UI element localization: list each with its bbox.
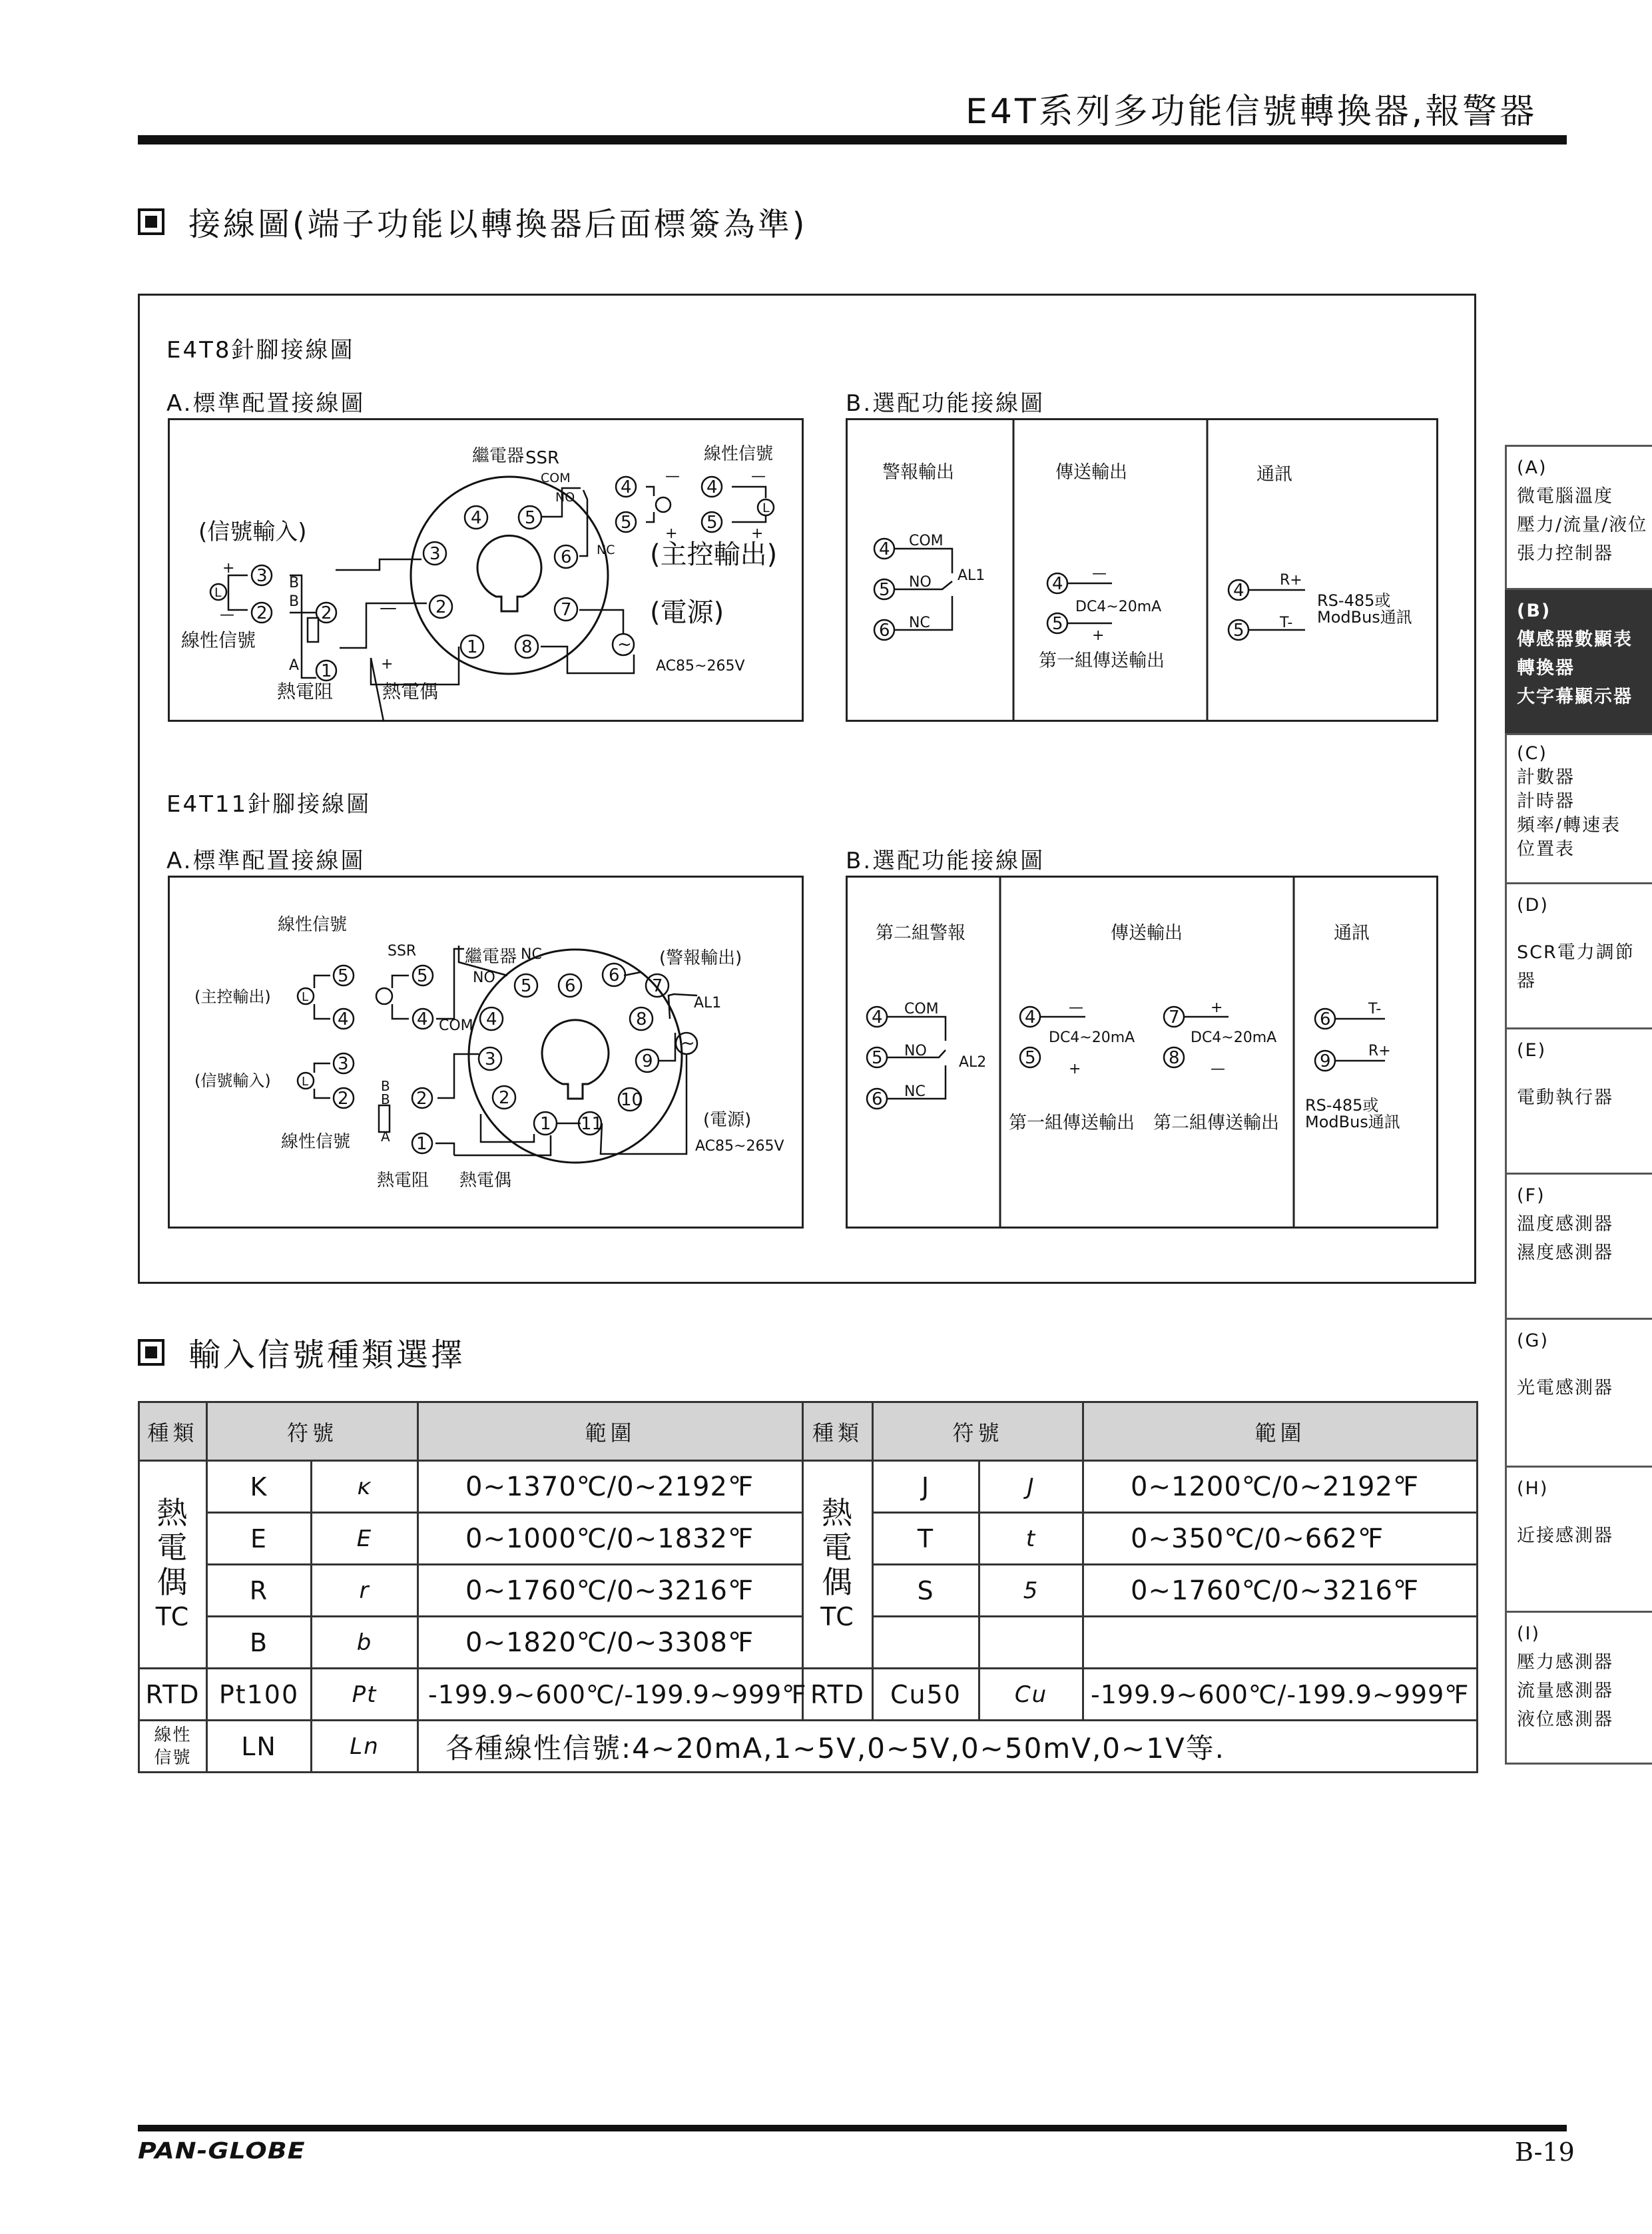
svg-text:+: + [1069,1061,1081,1077]
svg-text:DC4~20mA: DC4~20mA [1191,1029,1277,1046]
e4t8-b-title: B.選配功能接線圖 [846,390,1045,417]
tab-line: 溫度感測器 [1517,1214,1613,1235]
svg-text:7: 7 [652,976,663,996]
svg-text:1: 1 [321,661,332,681]
svg-text:4: 4 [706,477,718,497]
tab-line: 液位感測器 [1517,1709,1613,1730]
type-code: LN [207,1721,312,1773]
sidebar-tab-i[interactable] [1505,1613,1652,1765]
svg-text:COM: COM [541,471,571,485]
tc-group-label [803,1461,873,1669]
svg-text:4: 4 [417,1009,428,1029]
type-code [873,1617,979,1669]
svg-text:+: + [751,525,764,542]
display-symbol: J [979,1461,1083,1513]
svg-text:6: 6 [561,547,572,567]
svg-text:B: B [289,593,300,610]
type-code: S [873,1565,979,1617]
svg-text:L: L [762,501,770,515]
tab-line: 光電感測器 [1517,1378,1613,1398]
svg-text:4: 4 [872,1007,883,1027]
svg-text:NC: NC [597,543,615,557]
tab-line: 大字幕顯示器 [1517,687,1633,707]
linear-label-line: 線性 [154,1725,192,1745]
svg-text:COM: COM [904,1001,939,1017]
e4t8-a-title: A.標準配置接線圖 [166,390,366,417]
svg-text:+: + [222,560,235,577]
svg-text:6: 6 [879,621,890,641]
svg-text:傳送輸出: 傳送輸出 [1055,462,1127,483]
tab-line: 電動執行器 [1517,1087,1613,1108]
svg-text:2: 2 [338,1089,349,1109]
tab-line: 計時器 [1517,791,1575,812]
tab-code: (G) [1517,1330,1549,1351]
tc-char: 熱 [822,1494,854,1531]
svg-text:6: 6 [565,976,576,996]
range-value: 0~1000℃/0~1832℉ [418,1513,803,1565]
svg-text:L: L [302,1075,309,1089]
display-symbol: Cu [979,1669,1083,1721]
svg-text:9: 9 [1320,1051,1331,1071]
svg-text:8: 8 [1169,1048,1180,1068]
svg-text:通訊: 通訊 [1256,464,1292,485]
svg-text:熱電阻: 熱電阻 [277,681,334,702]
svg-text:ModBus通訊: ModBus通訊 [1317,608,1412,627]
tab-line: 位置表 [1517,839,1575,860]
display-symbol: Ln [312,1721,418,1773]
tab-code: (C) [1517,743,1547,764]
tab-code: (A) [1517,457,1547,478]
tab-code: (E) [1517,1040,1547,1061]
svg-text:第二組警報: 第二組警報 [876,923,965,944]
e4t11-title: E4T11針腳接線圖 [166,791,372,818]
table-row-linear [139,1721,1478,1773]
tab-line: 計數器 [1517,767,1575,788]
svg-text:線性信號: 線性信號 [278,915,348,935]
header-range: 範圍 [1083,1402,1478,1461]
svg-text:(電源): (電源) [703,1110,752,1130]
tab-line: 流量感測器 [1517,1681,1613,1701]
svg-text:—: — [751,468,766,485]
range-value: 0~1370℃/0~2192℉ [418,1461,803,1513]
socket-key [477,535,541,611]
svg-text:(主控輸出): (主控輸出) [194,987,271,1006]
input-section-heading [138,1329,465,1375]
wiring-section-heading [138,198,807,244]
display-symbol: E [312,1513,418,1565]
linear-label-line: 信號 [154,1747,192,1768]
svg-text:9: 9 [642,1051,653,1071]
svg-text:NC: NC [904,1083,926,1100]
svg-text:+: + [381,656,394,673]
type-code: E [207,1513,312,1565]
svg-text:(主控輸出): (主控輸出) [650,539,778,570]
e4t8-diagram-b [846,418,1438,722]
table-row [139,1461,1478,1513]
svg-text:通訊: 通訊 [1334,923,1370,944]
type-code: Pt100 [207,1669,312,1721]
tc-char: 偶 [156,1563,189,1600]
svg-text:5: 5 [879,580,890,600]
svg-text:1: 1 [416,1134,427,1154]
tc-char: 電 [822,1529,854,1565]
svg-text:—: — [1211,1061,1225,1077]
svg-text:5: 5 [1052,614,1063,634]
tc-char: 偶 [822,1563,854,1600]
sidebar-tab-c[interactable] [1505,735,1652,884]
svg-text:5: 5 [872,1048,883,1068]
svg-text:+: + [1211,999,1223,1016]
svg-text:繼電器: 繼電器 [472,446,525,466]
e4t11-b-title: B.選配功能接線圖 [846,848,1045,874]
svg-text:6: 6 [609,966,620,985]
range-value [1083,1617,1478,1669]
svg-text:3: 3 [338,1054,349,1074]
svg-text:2: 2 [435,597,447,617]
tc-char: TC [155,1601,190,1631]
table-header-row [139,1402,1478,1461]
svg-text:+: + [665,525,678,542]
svg-text:第一組傳送輸出: 第一組傳送輸出 [1009,1113,1135,1133]
svg-text:L: L [214,585,222,600]
svg-text:線性信號: 線性信號 [704,444,774,464]
svg-text:5: 5 [338,966,349,986]
e4t11-a-title: A.標準配置接線圖 [166,848,366,874]
svg-text:(警報輸出): (警報輸出) [659,948,742,968]
svg-text:2: 2 [256,603,268,623]
svg-text:線性信號: 線性信號 [181,629,256,651]
svg-text:4: 4 [1052,574,1063,594]
sidebar-tab-f[interactable] [1505,1175,1652,1320]
svg-text:1: 1 [540,1114,551,1134]
header-type: 種類 [139,1402,207,1461]
rtd-label: RTD [803,1669,873,1721]
linear-label [139,1721,207,1773]
footer-rule [138,2125,1567,2131]
tab-line: 頻率/轉速表 [1517,815,1621,836]
svg-text:B: B [289,575,300,591]
range-value: 0~1820℃/0~3308℉ [418,1617,803,1669]
range-value: 0~350℃/0~662℉ [1083,1513,1478,1565]
svg-text:AC85~265V: AC85~265V [695,1138,784,1155]
svg-text:熱電偶: 熱電偶 [382,681,439,702]
svg-text:R+: R+ [1280,572,1302,589]
svg-text:NO: NO [473,970,495,986]
svg-text:SSR: SSR [525,448,560,468]
input-signal-table [138,1401,1478,1773]
svg-text:2: 2 [499,1088,510,1108]
svg-text:8: 8 [521,637,533,657]
type-code: T [873,1513,979,1565]
svg-text:COM: COM [439,1017,473,1034]
tc-char: TC [820,1601,855,1631]
svg-text:2: 2 [416,1089,427,1109]
svg-text:RS-485或: RS-485或 [1317,591,1391,610]
svg-text:—: — [665,468,680,485]
rtd-label: RTD [139,1669,207,1721]
header-type: 種類 [803,1402,873,1461]
svg-text:第一組傳送輸出: 第一組傳送輸出 [1039,651,1165,671]
svg-text:繼電器: 繼電器 [465,947,517,967]
display-symbol: r [312,1565,418,1617]
svg-text:AL1: AL1 [958,567,985,584]
svg-text:(電源): (電源) [650,597,724,628]
tab-line: 壓力感測器 [1517,1652,1613,1673]
svg-text:T-: T- [1280,615,1293,631]
table-row-rtd [139,1669,1478,1721]
svg-text:傳送輸出: 傳送輸出 [1111,923,1183,944]
svg-text:5: 5 [621,513,632,533]
svg-text:6: 6 [1320,1009,1331,1029]
svg-text:警報輸出: 警報輸出 [882,462,954,483]
svg-text:熱電偶: 熱電偶 [459,1171,512,1191]
svg-text:3: 3 [256,566,268,586]
svg-text:NC: NC [909,615,930,631]
svg-text:~: ~ [617,635,632,655]
sidebar-tab-e[interactable] [1505,1029,1652,1175]
square-bullet-icon [138,208,164,235]
sidebar-tab-h[interactable] [1505,1468,1652,1613]
tab-line: 壓力/流量/液位 [1517,515,1648,535]
svg-text:L: L [302,990,309,1004]
range-value: 0~1200℃/0~2192℉ [1083,1461,1478,1513]
svg-text:AL2: AL2 [959,1054,987,1071]
display-symbol: b [312,1617,418,1669]
tab-line: 微電腦溫度 [1517,486,1613,507]
svg-text:—: — [1069,999,1083,1016]
svg-text:DC4~20mA: DC4~20mA [1075,599,1162,615]
svg-text:+: + [1092,627,1105,644]
tab-line: 近接感測器 [1517,1526,1613,1546]
svg-text:COM: COM [909,533,944,549]
svg-text:(信號輸入): (信號輸入) [194,1071,271,1090]
tab-line: 濕度感測器 [1517,1243,1613,1263]
tab-line: 傳感器數顯表 [1517,629,1633,650]
svg-text:第二組傳送輸出: 第二組傳送輸出 [1153,1113,1279,1133]
header-symbol: 符號 [873,1402,1083,1461]
range-value: 0~1760℃/0~3216℉ [418,1565,803,1617]
display-symbol: t [979,1513,1083,1565]
socket-outline [411,477,608,674]
svg-text:4: 4 [1025,1007,1036,1027]
svg-text:A: A [289,657,300,674]
range-value: -199.9~600℃/-199.9~999℉ [418,1669,803,1721]
svg-text:10: 10 [621,1090,643,1110]
svg-text:T-: T- [1368,1001,1382,1017]
svg-text:熱電阻: 熱電阻 [377,1171,429,1191]
svg-text:5: 5 [1025,1048,1036,1068]
square-bullet-icon [138,1339,164,1366]
svg-text:NO: NO [909,574,932,591]
header-range: 範圍 [418,1402,803,1461]
e4t8-title: E4T8針腳接線圖 [166,337,355,364]
svg-text:4: 4 [471,508,482,528]
type-code: K [207,1461,312,1513]
tc-char: 電 [156,1529,189,1565]
svg-text:7: 7 [561,600,572,620]
type-code: B [207,1617,312,1669]
svg-text:R+: R+ [1368,1043,1391,1059]
svg-text:7: 7 [1169,1007,1180,1027]
e4t11-diagram-b [846,876,1438,1229]
svg-text:3: 3 [485,1049,496,1069]
svg-text:4: 4 [621,477,632,497]
svg-text:B: B [381,1091,390,1107]
linear-range: 各種線性信號:4~20mA,1~5V,0~5V,0~50mV,0~1V等. [418,1721,1478,1773]
svg-text:2: 2 [321,603,332,623]
sidebar-tab-g[interactable] [1505,1320,1652,1468]
type-code: J [873,1461,979,1513]
svg-text:5: 5 [1233,621,1244,641]
svg-text:3: 3 [429,544,441,564]
svg-text:4: 4 [1233,581,1244,601]
svg-text:A: A [381,1129,390,1145]
svg-text:ModBus通訊: ModBus通訊 [1305,1113,1400,1131]
tc-group-label [139,1461,207,1669]
svg-text:4: 4 [879,539,890,559]
input-heading-text: 輸入信號種類選擇 [188,1336,466,1374]
range-value: -199.9~600℃/-199.9~999℉ [1083,1669,1478,1721]
svg-text:5: 5 [521,976,532,996]
header-symbol: 符號 [207,1402,418,1461]
header-rule [138,135,1567,144]
wiring-heading-text: 接線圖(端子功能以轉換器后面標簽為準) [188,206,808,243]
e4t8-diagram-a [168,418,804,722]
svg-text:B: B [381,1078,390,1094]
tab-code: (B) [1517,601,1551,621]
brand-logo: PAN-GLOBE [138,2137,306,2164]
svg-text:5: 5 [706,513,718,533]
type-code: R [207,1565,312,1617]
svg-text:—: — [1092,565,1107,582]
tab-code: (H) [1517,1478,1549,1499]
sidebar-tab-a[interactable] [1505,445,1652,590]
svg-text:AC85~265V: AC85~265V [656,658,745,675]
svg-text:—: — [220,607,234,623]
svg-text:NO: NO [904,1043,927,1059]
svg-text:4: 4 [338,1009,349,1029]
svg-text:RS-485或: RS-485或 [1305,1096,1379,1115]
svg-text:線性信號: 線性信號 [281,1132,351,1152]
svg-text:5: 5 [417,966,428,986]
svg-text:(信號輸入): (信號輸入) [198,519,307,545]
range-value: 0~1760℃/0~3216℉ [1083,1565,1478,1617]
svg-text:1: 1 [467,637,478,657]
display-symbol [979,1617,1083,1669]
tab-line: 轉換器 [1517,658,1575,679]
page-number: B-19 [1515,2137,1575,2167]
svg-text:~: ~ [681,1033,695,1053]
tab-code: (I) [1517,1623,1541,1644]
svg-text:4: 4 [486,1009,497,1029]
tab-line: 張力控制器 [1517,543,1613,564]
svg-text:AL1: AL1 [694,995,722,1011]
sidebar-tab-d[interactable] [1505,884,1652,1029]
tab-line: SCR電力調節器 [1517,942,1635,991]
tc-char: 熱 [156,1494,189,1531]
svg-text:DC4~20mA: DC4~20mA [1049,1029,1135,1046]
display-symbol: Pt [312,1669,418,1721]
svg-text:11: 11 [581,1114,603,1134]
e4t11-diagram-a [168,876,804,1229]
tab-code: (D) [1517,895,1549,916]
svg-text:—: — [380,598,397,618]
tab-code: (F) [1517,1185,1545,1206]
svg-text:SSR: SSR [388,943,417,960]
display-symbol: 5 [979,1565,1083,1617]
display-symbol: ᴋ [312,1461,418,1513]
svg-text:NC: NC [521,946,542,963]
document-title: E4T系列多功能信號轉換器,報警器 [965,92,1537,132]
svg-text:5: 5 [525,508,536,528]
svg-text:6: 6 [872,1089,883,1109]
sidebar-tab-b[interactable] [1505,590,1652,735]
svg-text:8: 8 [636,1009,647,1029]
svg-text:NO: NO [555,490,575,505]
type-code: Cu50 [873,1669,979,1721]
